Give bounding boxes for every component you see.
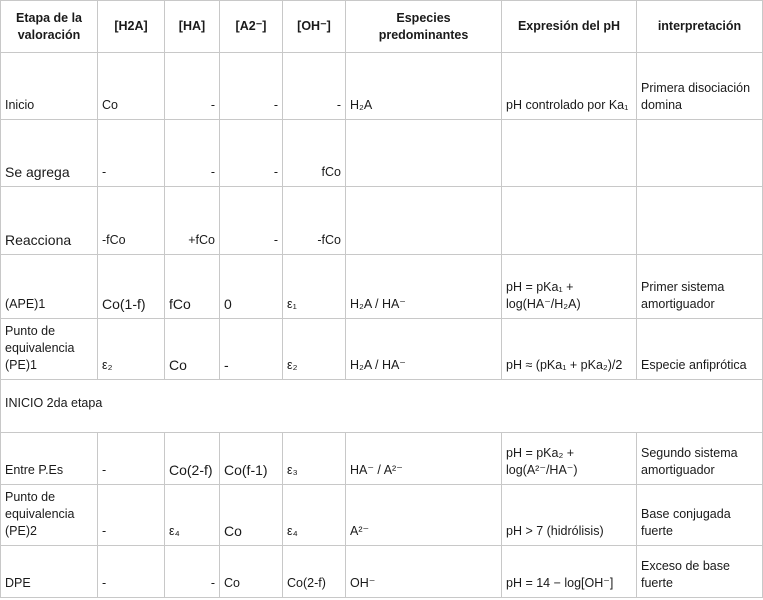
header-especies: Especies predominantes bbox=[346, 1, 502, 53]
cell-interpretacion: Exceso de base fuerte bbox=[637, 546, 763, 598]
cell-especies: OH⁻ bbox=[346, 546, 502, 598]
cell-oh: ε₄ bbox=[283, 485, 346, 546]
cell-ha: +fCo bbox=[165, 187, 220, 255]
header-oh: [OH⁻] bbox=[283, 1, 346, 53]
header-ha: [HA] bbox=[165, 1, 220, 53]
cell-etapa: Punto de equivalencia (PE)2 bbox=[1, 485, 98, 546]
cell-oh: -fCo bbox=[283, 187, 346, 255]
cell-interpretacion bbox=[637, 120, 763, 187]
cell-h2a: ε₂ bbox=[98, 319, 165, 380]
cell-oh: ε₂ bbox=[283, 319, 346, 380]
cell-etapa-stage: INICIO 2da etapa bbox=[1, 380, 763, 433]
cell-h2a: Co bbox=[98, 53, 165, 120]
cell-a2: Co bbox=[220, 485, 283, 546]
cell-ha: - bbox=[165, 546, 220, 598]
cell-etapa: Se agrega bbox=[1, 120, 98, 187]
cell-oh: Co(2-f) bbox=[283, 546, 346, 598]
header-a2: [A2⁻] bbox=[220, 1, 283, 53]
cell-ha: ε₄ bbox=[165, 485, 220, 546]
cell-especies: H₂A / HA⁻ bbox=[346, 255, 502, 319]
cell-ph: pH ≈ (pKa₁ + pKa₂)/2 bbox=[502, 319, 637, 380]
cell-ph bbox=[502, 187, 637, 255]
cell-ph: pH = pKa₁ + log(HA⁻/H₂A) bbox=[502, 255, 637, 319]
cell-ha: - bbox=[165, 53, 220, 120]
cell-interpretacion: Especie anfiprótica bbox=[637, 319, 763, 380]
cell-especies: HA⁻ / A²⁻ bbox=[346, 433, 502, 485]
header-ph: Expresión del pH bbox=[502, 1, 637, 53]
cell-a2: Co(f-1) bbox=[220, 433, 283, 485]
cell-interpretacion: Primera disociación domina bbox=[637, 53, 763, 120]
cell-etapa: Reacciona bbox=[1, 187, 98, 255]
cell-a2: 0 bbox=[220, 255, 283, 319]
cell-especies: H₂A / HA⁻ bbox=[346, 319, 502, 380]
cell-especies bbox=[346, 187, 502, 255]
cell-etapa: Inicio bbox=[1, 53, 98, 120]
cell-ha: - bbox=[165, 120, 220, 187]
cell-ph: pH controlado por Ka₁ bbox=[502, 53, 637, 120]
cell-especies: A²⁻ bbox=[346, 485, 502, 546]
cell-interpretacion: Primer sistema amortiguador bbox=[637, 255, 763, 319]
cell-interpretacion: Segundo sistema amortiguador bbox=[637, 433, 763, 485]
cell-h2a: -fCo bbox=[98, 187, 165, 255]
header-interpretacion: interpretación bbox=[637, 1, 763, 53]
cell-h2a: - bbox=[98, 433, 165, 485]
table-row bbox=[1, 433, 763, 485]
cell-h2a: - bbox=[98, 120, 165, 187]
cell-etapa: DPE bbox=[1, 546, 98, 598]
table-row bbox=[1, 120, 763, 187]
table-row bbox=[1, 485, 763, 546]
cell-ph: pH = pKa₂ + log(A²⁻/HA⁻) bbox=[502, 433, 637, 485]
cell-interpretacion: Base conjugada fuerte bbox=[637, 485, 763, 546]
cell-oh: ε₃ bbox=[283, 433, 346, 485]
cell-h2a: - bbox=[98, 546, 165, 598]
header-row bbox=[1, 1, 763, 53]
table-row bbox=[1, 53, 763, 120]
cell-a2: - bbox=[220, 120, 283, 187]
cell-oh: fCo bbox=[283, 120, 346, 187]
cell-oh: - bbox=[283, 53, 346, 120]
cell-ph bbox=[502, 120, 637, 187]
header-h2a: [H2A] bbox=[98, 1, 165, 53]
table-row bbox=[1, 319, 763, 380]
table-row bbox=[1, 187, 763, 255]
table-row bbox=[1, 546, 763, 598]
cell-ph: pH = 14 − log[OH⁻] bbox=[502, 546, 637, 598]
cell-oh: ε₁ bbox=[283, 255, 346, 319]
cell-interpretacion bbox=[637, 187, 763, 255]
header-etapa: Etapa de la valoración bbox=[1, 1, 98, 53]
cell-especies: H₂A bbox=[346, 53, 502, 120]
cell-ha: Co(2-f) bbox=[165, 433, 220, 485]
table-row bbox=[1, 255, 763, 319]
cell-ha: fCo bbox=[165, 255, 220, 319]
cell-h2a: Co(1-f) bbox=[98, 255, 165, 319]
cell-a2: - bbox=[220, 319, 283, 380]
cell-etapa: Entre P.Es bbox=[1, 433, 98, 485]
cell-a2: - bbox=[220, 53, 283, 120]
cell-etapa: (APE)1 bbox=[1, 255, 98, 319]
cell-a2: Co bbox=[220, 546, 283, 598]
cell-h2a: - bbox=[98, 485, 165, 546]
table-row-stage bbox=[1, 380, 763, 433]
cell-a2: - bbox=[220, 187, 283, 255]
cell-etapa: Punto de equivalencia (PE)1 bbox=[1, 319, 98, 380]
cell-ha: Co bbox=[165, 319, 220, 380]
cell-especies bbox=[346, 120, 502, 187]
cell-ph: pH > 7 (hidrólisis) bbox=[502, 485, 637, 546]
